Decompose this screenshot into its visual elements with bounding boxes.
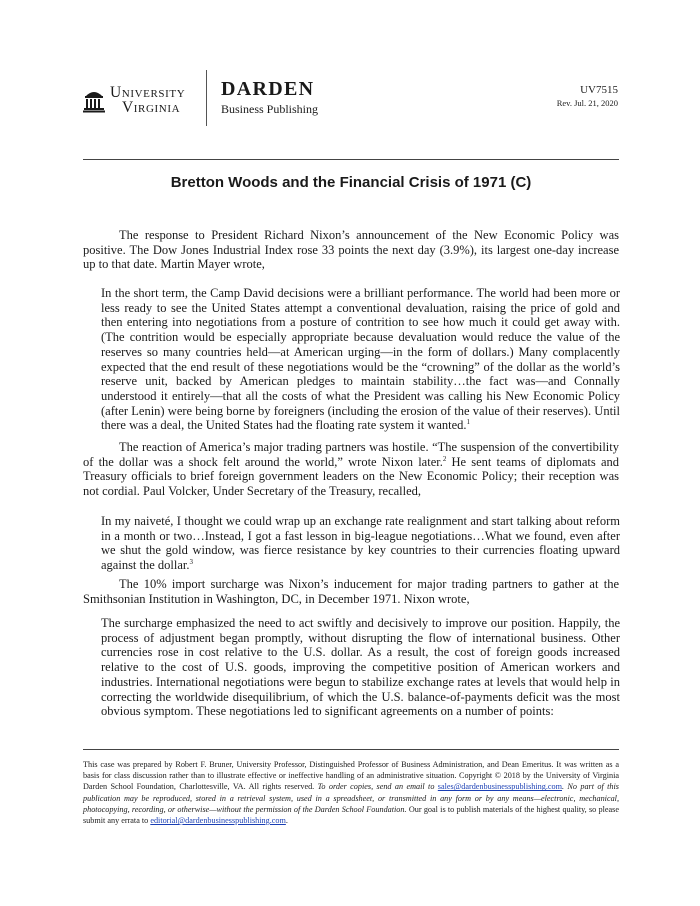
quote-2 [101,514,620,573]
paragraph-1-text: The response to President Richard Nixon’s announcement of the New Economic Policy was positive. The Dow Jones Industrial Index rose 33 points the next day (3.9%), its largest one-day increase up to that date. Martin Mayer wrote, [83,228,619,272]
page-title: Bretton Woods and the Financial Crisis of 1971 (C) [170,174,532,191]
notice-text-1: This case was prepared by Robert F. Bruner, University Professor, Distinguished Professor of Business Administration, and Dean Emeritus. It was written as a basis for class discussion rather than to illustrate effective or ineffective handling of an administrative situation. Copyright © 2018 by the University of Virginia Darden School Foundation, Charlottesville, VA. All rights reserved. [83,760,619,792]
quote-2-text: In my naiveté, I thought we could wrap up an exchange rate realignment and start talking about reform in a month or two…Instead, I got a fast lesson in big-league negotiations…What we found, even after we shut the gold window, was fierce resistance by key countries to their currencies floating upward against the dollar. [101,514,620,573]
rotunda-icon [83,87,105,113]
paragraph-2-text-b: He sent teams of diplomats and Treasury officials to brief foreign government leaders on the New Economic Policy; their reception was not cordial. Paul Volcker, Under Secretary of the Treasury, recalled, [83,454,619,499]
footnote-ref-2: 2 [442,454,447,463]
case-number: UV7515 [580,84,618,96]
notice-text-4: Our goal is to publish materials of the highest quality, so please submit any errata to [83,804,619,826]
uva-logo-line2: Virginia [122,99,181,116]
paragraph-3-text: The 10% import surcharge was Nixon’s inducement for major trading partners to gather at the Smithsonian Institution in Washington, DC, in December 1971. Nixon wrote, [83,577,619,606]
footer-rule [83,749,619,750]
quote-1-text: In the short term, the Camp David decisions were a brilliant performance. The world had been more or less ready to see the United States attempt a conventional devaluation, raising the price of gold and then entering into negotiations from a posture of contrition to see how much it could get away with. (The contrition would be especially appropriate because devaluation would reduce the value of the reserves so many countries held—at American urging—in the form of dollars.) Many complacently expected that the end result of these negotiations would be the “crowning” of the dollar as the world’s reserve unit, backed by American pledges to maintain stability…the fact was—and Connally understood it entirely—that all the costs of what the President was calling his New Economic Policy (after Lenin) were being borne by foreigners (including the erosion of the value of their reserves). Until there was a deal, the United States had the floating rate system it wanted. [101,286,620,433]
editorial-email-link[interactable]: editorial@dardenbusinesspublishing.com [150,816,286,826]
logo-divider [206,70,207,126]
uva-logo [83,80,185,120]
revision-date: Rev. Jul. 21, 2020 [556,98,618,108]
footnote-ref-3: 3 [189,557,194,566]
case-identifier [557,83,618,109]
paragraph-1 [83,228,619,272]
paragraph-2-text-a: The reaction of America’s major trading partners was hostile. “The suspension of the convertibility of the dollar was a shock felt around the world,” wrote Nixon later. [83,440,619,469]
header-rule [83,159,619,160]
notice-text-5: . [285,816,288,826]
copyright-notice [83,759,619,826]
sales-email-link[interactable]: sales@dardenbusinesspublishing.com [437,782,562,792]
notice-text-2: To order copies, send an email to [317,782,438,792]
paragraph-2 [83,440,619,499]
paragraph-3 [83,577,619,606]
darden-title: DARDEN [221,78,315,100]
darden-subtitle: Business Publishing [221,102,319,116]
quote-1 [101,286,620,433]
notice-text-3: . No part of this publication may be reproduced, stored in a retrieval system, used in a spreadsheet, or transmitted in any form or by any means—electronic, mechanical, photocopying, recording, or otherwise—without the permission of the Darden School Foundation. [83,782,619,814]
footnote-ref-1: 1 [466,418,471,427]
darden-logo [221,79,318,117]
quote-3-text: The surcharge emphasized the need to act swiftly and decisively to improve our position. Happily, the process of adjustment began promptly, without disrupting the flow of international business. Other currencies rose in cost relative to the U.S. dollar. As a result, the cost of foreign goods increased relative to the cost of U.S. goods, improving the competitive position of American workers and industries. International negotiations were begun to stabilize exchange rates at levels that would help in correcting the worldwide disequilibrium, of which the U.S. balance-of-payments deficit was the most obvious symptom. These negotiations led to significant agreements on a number of points: [101,616,620,719]
quote-3 [101,616,620,719]
uva-logo-line1: University [110,84,186,101]
